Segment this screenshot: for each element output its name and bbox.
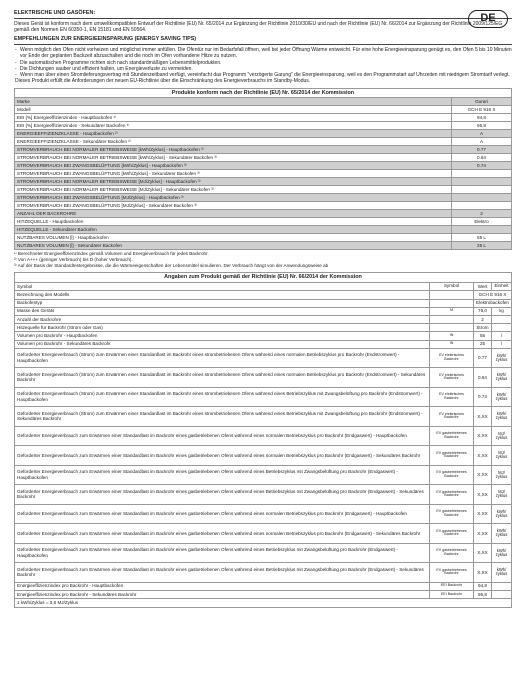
row-symbol: EV gasbetriebenes Backrohr xyxy=(430,563,474,583)
list-item: - Die automatischen Programme richten sich nach standardmäßigen Lebensmittelprodukten. xyxy=(14,60,512,66)
table-row xyxy=(15,114,512,122)
row-label: ANZAHL DER BACKROHRE xyxy=(15,210,452,218)
row-value: 0.74 xyxy=(474,387,492,407)
table-row xyxy=(15,178,512,186)
row-label: Geforderter Energieverbrauch zum Erwärmen einer Standardlast im Backrohr eines gasbetriebenen Ofens während eines Betriebszyklus mit Zwangsbelüftung pro Backrohr (Endgaswert) - Hauptbackofen xyxy=(15,543,430,563)
table-row xyxy=(15,186,512,194)
row-label: STROMVERBRAUCH BEI ZWANGSBELÜFTUNG [MJ/Zyklus] - Sekundärer Backofen ³⁾ xyxy=(15,202,452,210)
table-row xyxy=(15,122,512,130)
row-value: 0.77 xyxy=(452,146,512,154)
row-label: Backofentyp xyxy=(15,299,430,307)
row-label: Geforderter Energieverbrauch zum Erwärmen einer Standardlast im Backrohr eines gasbetriebenen Ofens während eines Betriebszyklus mit Zwangsbelüftung pro Backrohr (Endgaswert) - Hauptbackofen xyxy=(15,465,430,485)
table-row xyxy=(15,170,512,178)
row-value xyxy=(452,226,512,234)
row-unit: kWh/ zyklus xyxy=(492,387,512,407)
row-symbol xyxy=(430,291,474,299)
row-unit: l xyxy=(492,332,512,340)
row-value: 95,8 xyxy=(452,122,512,130)
row-unit: l xyxy=(492,340,512,348)
section-title: EMPFEHLUNGEN ZUR ENERGIEEINSPARUNG (ENERGY SAVING TIPS) xyxy=(14,36,197,43)
table-regulation-66-2014 xyxy=(14,272,512,599)
row-value: X,XX xyxy=(474,524,492,544)
row-value: 2 xyxy=(474,315,492,323)
row-value: 2 xyxy=(452,210,512,218)
row-unit: kWh/ zyklus xyxy=(492,348,512,368)
table-row xyxy=(15,234,512,242)
row-label: Geforderter Energieverbrauch (Strom) zum Erwärmen einer Standardlast im Backrohr eines strombetriebenen Ofens während eines Betriebszyklus mit Zwangsbelüftung pro Backrohr (Endstromwert) - Hauptbackofen xyxy=(15,387,430,407)
table-row xyxy=(15,590,512,598)
row-label: Geforderter Energieverbrauch zum Erwärmen einer Standardlast im Backrohr eines gasbetriebenen Ofens während eines Betriebszyklus mit Zwangsbelüftung pro Backrohr (Endgaswert) - Sekundäres Backrohr xyxy=(15,563,430,583)
row-symbol: EV elektrisches Backrohr xyxy=(430,348,474,368)
row-symbol: M xyxy=(430,307,474,315)
row-symbol: EV gasbetriebenes Backrohr xyxy=(430,504,474,524)
row-symbol: EV gasbetriebenes Backrohr xyxy=(430,543,474,563)
row-unit: kg xyxy=(492,307,512,315)
row-unit: MJ/ zyklus xyxy=(492,465,512,485)
tips-list xyxy=(14,47,512,78)
header-cell: Symbol xyxy=(15,283,430,291)
row-value: 25 L xyxy=(452,242,512,250)
row-label: ENERGIEEFFIZIENZKLASSE - Sekundärer Backofen ²⁾ xyxy=(15,138,452,146)
row-symbol: IN xyxy=(430,332,474,340)
row-value: X,XX xyxy=(474,485,492,505)
row-unit: kWh/ zyklus xyxy=(492,563,512,583)
table-row xyxy=(15,563,512,583)
table-caption: Produkte konform nach der Richtlinie (EU) Nr. 65/2014 der Kommission xyxy=(14,88,512,98)
table-row xyxy=(15,446,512,466)
table-row xyxy=(15,98,512,106)
row-label: NUTZBARES VOLUMEN [l] - Hauptbackofen xyxy=(15,234,452,242)
row-value xyxy=(452,194,512,202)
list-item: - Wenn man über einen Stromlieferungsvertrag mit Stundenzeitband verfügt, vereinfacht das Programm "verzögerte Garung" die Energieeinsparung, weil es den Programmstart auf Uhrzeiten mit niedrigem Stromtarif verlegt. xyxy=(14,72,512,78)
footnote: ³⁾ Auf der Basis der Standardtestergebnisse, die die Wärmeeigenschaften der Lebensmittel simulieren. Der Verbrauch hängt von der Anwendungsweise ab xyxy=(14,262,329,268)
row-label: Geforderter Energieverbrauch zum Erwärmen einer Standardlast im Backrohr eines gasbetriebenen Ofens während eines normalen Betriebszyklus pro Backrohr (Endgaswert) - Hauptbackofen xyxy=(15,504,430,524)
row-value: X,XX xyxy=(474,446,492,466)
footnote: ¹⁾ Berechneter Energieeffizienzindex gemäß Volumen und Energieverbrauch für jedes Backrohr. xyxy=(14,251,209,257)
row-unit: kWh/ zyklus xyxy=(492,543,512,563)
table-row xyxy=(15,299,512,307)
row-label: STROMVERBRAUCH BEI ZWANGSBELÜFTUNG [kWh/Zyklus] - Sekundärer Backofen ³⁾ xyxy=(15,170,452,178)
row-symbol xyxy=(430,315,474,323)
section-title: ELEKTRISCHE UND GASÖFEN: xyxy=(14,10,96,16)
row-unit: kWh/ zyklus xyxy=(492,368,512,388)
table-row xyxy=(15,543,512,563)
table-row xyxy=(15,218,512,226)
table-row xyxy=(15,226,512,234)
row-label: HITZEQUELLE - Hauptbackofen xyxy=(15,218,452,226)
row-value: GCH E 916 X xyxy=(474,291,512,299)
table-row xyxy=(15,524,512,544)
row-symbol: EV elektrisches Backrohr xyxy=(430,407,474,427)
row-label: NUTZBARES VOLUMEN [l] - Sekundärer Backofen xyxy=(15,242,452,250)
table-row xyxy=(15,242,512,250)
table-row xyxy=(15,146,512,154)
row-label: STROMVERBRAUCH BEI NORMALER BETRIEBSWEISE [MJ/Zyklus] - Sekundärer Backofen ³⁾ xyxy=(15,186,452,194)
row-value: Gurari xyxy=(452,98,512,106)
row-unit xyxy=(492,582,512,590)
page xyxy=(14,8,512,608)
row-label: STROMVERBRAUCH BEI ZWANGSBELÜFTUNG [MJ/Zyklus] - Hauptbackofen ³⁾ xyxy=(15,194,452,202)
language-badge: DE xyxy=(468,10,508,28)
row-label: Geforderter Energieverbrauch zum Erwärmen einer Standardlast im Backrohr eines gasbetriebenen Ofens während eines normalen Betriebszyklus pro Backrohr (Endgaswert) - Hauptbackofen xyxy=(15,426,430,446)
row-value: X,XX xyxy=(474,563,492,583)
row-label: Volumen pro Backrohr - Sekundäres Backrohr xyxy=(15,340,430,348)
table-row xyxy=(15,315,512,323)
row-value: 55 L xyxy=(452,234,512,242)
row-label: Modell xyxy=(15,106,452,114)
conversion-footnote: 1 kWh/Zyklus = 3,6 MJ/Zyklus xyxy=(14,599,512,608)
row-symbol: EV gasbetriebenes Backrohr xyxy=(430,524,474,544)
divider xyxy=(14,44,512,45)
row-label: Geforderter Energieverbrauch zum Erwärmen einer Standardlast im Backrohr eines gasbetriebenen Ofens während eines normalen Betriebszyklus pro Backrohr (Endgaswert) - Sekundäres Backrohr xyxy=(15,446,430,466)
table-row xyxy=(15,154,512,162)
row-value: 94,8 xyxy=(474,582,492,590)
table-row xyxy=(15,465,512,485)
section-paragraph: Dieses Gerät ist konform nach dem umweltkompatiblen Entwurf der Richtlinie (EU) Nr. 65/2014 zur Ergänzung der Richtlinie 2010/30/EU und nach der Richtlinie (EU) Nr. 66/2014 zur Ergänzung der Richtlinie 2009/125/EG gemäß den Normen EN 60350-1, EN 15181 und EN 50564. xyxy=(14,20,503,33)
row-value: 94,8 xyxy=(452,114,512,122)
table-row xyxy=(15,291,512,299)
row-value xyxy=(452,178,512,186)
row-unit: MJ/ zyklus xyxy=(492,426,512,446)
row-value: X,XX xyxy=(474,426,492,446)
table-row xyxy=(15,348,512,368)
table-row xyxy=(15,202,512,210)
row-value: 0.77 xyxy=(474,348,492,368)
row-label: Masse des Geräts xyxy=(15,307,430,315)
row-value xyxy=(452,202,512,210)
row-label: STROMVERBRAUCH BEI NORMALER BETRIEBSWEISE [kWh/Zyklus] - Sekundärer Backofen ³⁾ xyxy=(15,154,452,162)
list-item: - Wenn möglich den Ofen nicht vorheizen und möglichst immer anfüllen. Die Ofentür nur im Bedarfsfall öffnen, weil bei jeder Öffnung Wärme entweicht. Für eine hohe Energieeinsparung genügt es, den Ofen 5 bis 10 Minuten vor Ende der geplanten Backzeit abzuschalten und die noch im Ofen vorhandene Hitze zu nutzen. xyxy=(14,47,512,60)
section-energy-saving xyxy=(14,36,512,84)
row-symbol: EEI Backrohr xyxy=(430,582,474,590)
row-label: EEI [%] Energieeffizienzindex - Hauptbackofen ¹⁾ xyxy=(15,114,452,122)
row-value: Strom xyxy=(474,324,492,332)
row-label: Geforderter Energieverbrauch (Strom) zum Erwärmen einer Standardlast im Backrohr eines strombetriebenen Ofens während eines normalen Betriebszyklus pro Backrohr (Endstromwert) - Sekundäres Backrohr xyxy=(15,368,430,388)
row-unit xyxy=(492,590,512,598)
table-row xyxy=(15,407,512,427)
row-label: Energieeffizienzindex pro Backrohr - Sekundäres Backrohr xyxy=(15,590,430,598)
header-cell: Einheit xyxy=(492,283,512,291)
table-row xyxy=(15,194,512,202)
row-value: 0.74 xyxy=(452,162,512,170)
row-label: STROMVERBRAUCH BEI ZWANGSBELÜFTUNG [kWh/Zyklus] - Hauptbackofen ³⁾ xyxy=(15,162,452,170)
list-item: - Die Dichtungen sauber und effizient halten, um Energieverluste zu vermeiden. xyxy=(14,66,512,72)
section-electric-gas xyxy=(14,10,512,33)
table-row xyxy=(15,504,512,524)
table-row xyxy=(15,324,512,332)
row-label: EEI [%] Energieeffizienzindex - Sekundärer Backofen ¹⁾ xyxy=(15,122,452,130)
row-value: A xyxy=(452,130,512,138)
table-header-row xyxy=(15,283,512,291)
row-value: Elektro xyxy=(452,218,512,226)
table-row xyxy=(15,130,512,138)
table-row xyxy=(15,106,512,114)
row-label: Anzahl der Backrohre xyxy=(15,315,430,323)
table-row xyxy=(15,332,512,340)
row-unit: kWh/ zyklus xyxy=(492,407,512,427)
row-label: Geforderter Energieverbrauch zum Erwärmen einer Standardlast im Backrohr eines gasbetriebenen Ofens während eines normalen Betriebszyklus pro Backrohr (Endgaswert) - Sekundäres Backrohr xyxy=(15,524,430,544)
row-symbol: EEI Backrohr xyxy=(430,590,474,598)
header-cell: Symbol xyxy=(430,283,474,291)
table-row xyxy=(15,582,512,590)
row-value xyxy=(452,186,512,194)
row-unit: MJ/ zyklus xyxy=(492,485,512,505)
row-value: X,XX xyxy=(474,504,492,524)
row-symbol: EV gasbetriebenes Backrohr xyxy=(430,426,474,446)
row-unit xyxy=(492,315,512,323)
row-label: Bezeichnung des Modells xyxy=(15,291,430,299)
row-symbol: IN xyxy=(430,340,474,348)
row-unit xyxy=(492,324,512,332)
row-symbol: EV gasbetriebenes Backrohr xyxy=(430,485,474,505)
row-value: X,XX xyxy=(474,465,492,485)
table-notes xyxy=(14,251,512,268)
footnote: ²⁾ Von A+++ (geringer Verbrauch) bis D (hoher Verbrauch). xyxy=(14,256,133,262)
row-label: STROMVERBRAUCH BEI NORMALER BETRIEBSWEISE [kWh/Zyklus] - Hauptbackofen ³⁾ xyxy=(15,146,452,154)
row-symbol: EV elektrisches Backrohr xyxy=(430,368,474,388)
header-cell: Wert xyxy=(474,283,492,291)
row-symbol: EV elektrisches Backrohr xyxy=(430,387,474,407)
table-row xyxy=(15,340,512,348)
table-row xyxy=(15,162,512,170)
row-label: Geforderter Energieverbrauch (Strom) zum Erwärmen einer Standardlast im Backrohr eines strombetriebenen Ofens während eines normalen Betriebszyklus pro Backrohr (Endstromwert) - Hauptbackofen xyxy=(15,348,430,368)
row-unit: kWh/ zyklus xyxy=(492,504,512,524)
row-label: Energieeffizienzindex pro Backrohr - Hauptbackofen xyxy=(15,582,430,590)
row-symbol: EV gasbetriebenes Backrohr xyxy=(430,465,474,485)
row-value: 0.64 xyxy=(474,368,492,388)
row-value xyxy=(452,170,512,178)
row-value: 55 xyxy=(474,332,492,340)
standby-note: Dieses Produkt erfüllt die Anforderungen der neuen EU-Richtlinie über die Einschränkung des Energieverbrauchs im Standby-Modus. xyxy=(15,78,311,85)
table-row xyxy=(15,426,512,446)
row-label: STROMVERBRAUCH BEI NORMALER BETRIEBSWEISE [MJ/Zyklus] - Hauptbackofen ³⁾ xyxy=(15,178,452,186)
row-value: 95,8 xyxy=(474,590,492,598)
table-row xyxy=(15,368,512,388)
row-symbol xyxy=(430,299,474,307)
row-symbol: EV gasbetriebenes Backrohr xyxy=(430,446,474,466)
table-row xyxy=(15,307,512,315)
row-symbol xyxy=(430,324,474,332)
row-label: Hitzequelle für Backrohr (Strom oder Gas) xyxy=(15,324,430,332)
row-value: Elektrobackofen xyxy=(474,299,512,307)
row-label: Geforderter Energieverbrauch (Strom) zum Erwärmen einer Standardlast im Backrohr eines strombetriebenen Ofens während eines Betriebszyklus mit Zwangsbelüftung pro Backrohr (Endstromwert) - Sekundäres Backrohr xyxy=(15,407,430,427)
row-label: Volumen pro Backrohr - Hauptbackofen xyxy=(15,332,430,340)
row-value: X,XX xyxy=(474,543,492,563)
row-value: GCH E 916 X xyxy=(452,106,512,114)
row-value: 76,0 xyxy=(474,307,492,315)
table-row xyxy=(15,485,512,505)
row-value: X,XX xyxy=(474,407,492,427)
row-unit: kWh/ zyklus xyxy=(492,524,512,544)
row-label: Geforderter Energieverbrauch zum Erwärmen einer Standardlast im Backrohr eines gasbetriebenen Ofens während eines Betriebszyklus mit Zwangsbelüftung pro Backrohr (Endgaswert) - Sekundäres Backrohr xyxy=(15,485,430,505)
row-unit: MJ/ zyklus xyxy=(492,446,512,466)
row-value: 25 xyxy=(474,340,492,348)
row-value: A xyxy=(452,138,512,146)
row-label: Marke xyxy=(15,98,452,106)
table-row xyxy=(15,138,512,146)
table-caption: Angaben zum Produkt gemäß der Richtlinie (EU) Nr. 66/2014 der Kommission xyxy=(14,272,512,282)
row-value: 0.64 xyxy=(452,154,512,162)
table-regulation-65-2014 xyxy=(14,88,512,251)
row-label: ENERGIEEFFIZIENZKLASSE - Hauptbackofen ²⁾ xyxy=(15,130,452,138)
divider xyxy=(14,18,512,19)
table-row xyxy=(15,210,512,218)
table-row xyxy=(15,387,512,407)
row-label: HITZEQUELLE - Sekundärer Backofen xyxy=(15,226,452,234)
